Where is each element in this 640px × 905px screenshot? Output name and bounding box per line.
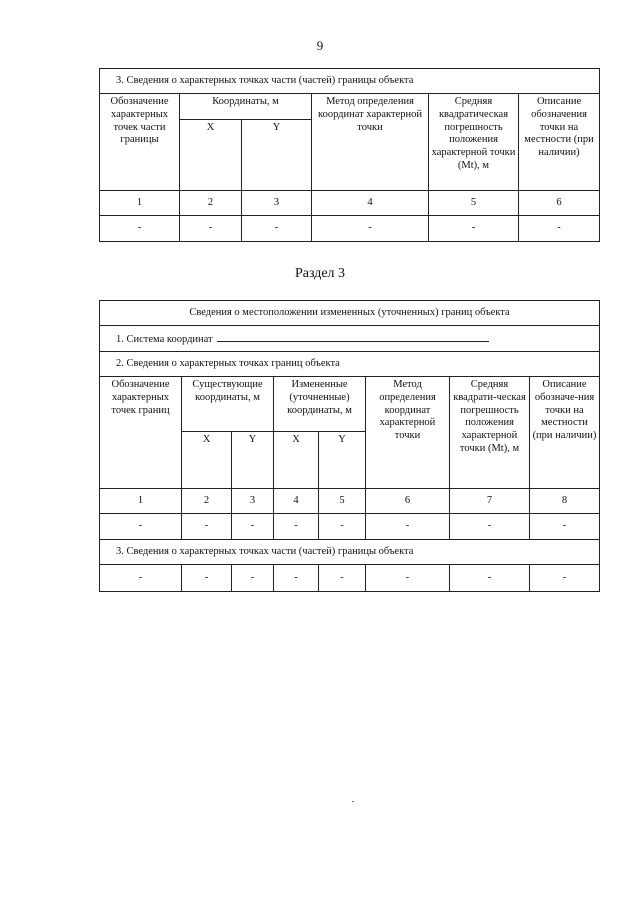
column-number: 1 (100, 489, 182, 514)
header-x: X (182, 432, 232, 489)
header-x: X (274, 432, 319, 489)
header-y: Y (232, 432, 274, 489)
points-subtitle: 2. Сведения о характерных точках границ объекта (100, 352, 600, 377)
empty-cell: - (182, 514, 232, 540)
header-method: Метод определения координат характерной точки (366, 377, 450, 489)
header-y: Y (242, 120, 312, 191)
scan-artifact-dot (352, 801, 354, 802)
empty-cell: - (530, 565, 600, 592)
empty-cell: - (100, 514, 182, 540)
column-number: 2 (182, 489, 232, 514)
column-number: 6 (366, 489, 450, 514)
header-error: Средняя квадрати-ческая погрешность положения характерной точки (Mt), м (450, 377, 530, 489)
column-number: 3 (232, 489, 274, 514)
column-number: 6 (519, 191, 600, 216)
empty-cell: - (274, 565, 319, 592)
empty-cell: - (274, 514, 319, 540)
coordinate-system-row (100, 326, 600, 352)
header-coordinates: Координаты, м (180, 94, 312, 120)
empty-cell: - (232, 514, 274, 540)
coordinate-system-label: 1. Система координат (116, 333, 213, 345)
empty-cell: - (319, 565, 366, 592)
table-row (100, 216, 600, 242)
header-point-designation: Обозначение характерных точек границ (100, 377, 182, 489)
table-row (100, 565, 600, 592)
empty-cell: - (182, 565, 232, 592)
empty-cell: - (450, 514, 530, 540)
table-row (100, 514, 600, 540)
header-description: Описание обозначения точки на местности (при наличии) (519, 94, 600, 191)
column-number: 7 (450, 489, 530, 514)
empty-cell: - (366, 565, 450, 592)
empty-cell: - (519, 216, 600, 242)
table-row (100, 191, 600, 216)
header-existing-coordinates: Существующие координаты, м (182, 377, 274, 432)
empty-cell: - (242, 216, 312, 242)
table-title: 3. Сведения о характерных точках части (частей) границы объекта (100, 69, 600, 94)
header-y: Y (319, 432, 366, 489)
column-number: 8 (530, 489, 600, 514)
header-point-designation: Обозначение характерных точек части границы (100, 94, 180, 191)
header-changed-coordinates: Измененные (уточненные) координаты, м (274, 377, 366, 432)
header-x: X (180, 120, 242, 191)
header-error: Средняя квадратическая погрешность положения характерной точки (Mt), м (429, 94, 519, 191)
empty-cell: - (100, 565, 182, 592)
empty-cell: - (319, 514, 366, 540)
coordinate-system-blank (217, 331, 489, 342)
table-title: Сведения о местоположении измененных (уточненных) границ объекта (100, 301, 600, 326)
header-description: Описание обозначе-ния точки на местности (при наличии) (530, 377, 600, 489)
column-number: 5 (319, 489, 366, 514)
section-title: Раздел 3 (294, 266, 346, 281)
column-number: 3 (242, 191, 312, 216)
empty-cell: - (530, 514, 600, 540)
column-number: 4 (274, 489, 319, 514)
empty-cell: - (429, 216, 519, 242)
points-of-part-table (99, 68, 600, 242)
empty-cell: - (366, 514, 450, 540)
column-number: 5 (429, 191, 519, 216)
empty-cell: - (180, 216, 242, 242)
column-number: 1 (100, 191, 180, 216)
empty-cell: - (450, 565, 530, 592)
empty-cell: - (312, 216, 429, 242)
table-row (100, 489, 600, 514)
column-number: 4 (312, 191, 429, 216)
changed-boundaries-table (99, 300, 600, 592)
empty-cell: - (100, 216, 180, 242)
column-number: 2 (180, 191, 242, 216)
page-number: 9 (316, 38, 324, 53)
header-method: Метод определения координат характерной точки (312, 94, 429, 191)
empty-cell: - (232, 565, 274, 592)
parts-subtitle: 3. Сведения о характерных точках части (частей) границы объекта (100, 540, 600, 565)
